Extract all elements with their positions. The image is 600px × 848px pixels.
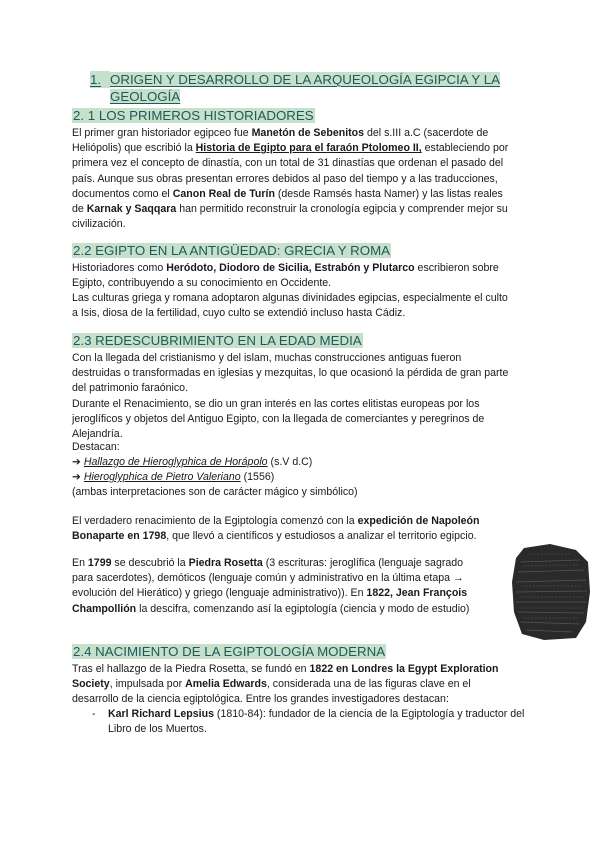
list-item-lepsius: Karl Richard Lepsius (1810-84): fundador de la ciencia de la Egiptología y traductor del Libro de los Muertos. bbox=[108, 708, 525, 736]
list-item: ➔ Hieroglyphica de Pietro Valeriano (1556) bbox=[72, 471, 275, 483]
list-item: ➔ Hallazgo de Hieroglyphica de Horápolo (s.V d.C) bbox=[72, 456, 313, 468]
main-title-text: ORIGEN Y DESARROLLO DE LA ARQUEOLOGÍA EGIPCIA Y LA GEOLOGÍA bbox=[110, 72, 500, 104]
paragraph-napoleon: El verdadero renacimiento de la Egiptología comenzó con la expedición de Napoleón Bonaparte en 1798, que llevó a científicos y estudiosos a analizar el territorio egipcio. bbox=[72, 515, 480, 543]
heading-2-4: 2.4 NACIMIENTO DE LA EGIPTOLOGÍA MODERNA bbox=[73, 644, 386, 659]
heading-2-3: 2.3 REDESCUBRIMIENTO EN LA EDAD MEDIA bbox=[73, 333, 362, 348]
destacan-label: Destacan: bbox=[72, 441, 120, 453]
paragraph-2-4: Tras el hallazgo de la Piedra Rosetta, se fundó en 1822 en Londres la Egypt Exploration Society, impulsada por Amelia Edwards, considerada una de las figuras clave en el desarrollo de la ciencia egiptológica. Entre los grandes investigadores destacan: bbox=[72, 663, 499, 706]
paragraph-rosetta: En 1799 se descubrió la Piedra Rosetta (3 escrituras: jeroglífica (lenguaje sagrado para sacerdotes), demóticos (lenguaje común y administrativo en la última etapa → evolución del Hierático) y griego (lenguaje administrativo)). En 1822, Jean François Champollión la descifra, comenzando así la egiptología (ciencia y modo de estudio) bbox=[72, 557, 470, 615]
note-text: (ambas interpretaciones son de carácter mágico y simbólico) bbox=[72, 486, 358, 498]
paragraph-2-1: El primer gran historiador egipceo fue Manetón de Sebenitos del s.III a.C (sacerdote de Heliópolis) que escribió la Historia de Egipto para el faraón Ptolomeo II, estableciendo por primera vez el concepto de dinastía, con un total de 31 dinastías que ordenan el pasado del país. Aunque sus obras presentan errores debidos al paso del tiempo y a las traducciones, documentos como el Canon Real de Turín (desde Ramsés hasta Namer) y las listas reales de Karnak y Saqqara han permitido reconstruir la cronología egipcia y comprender mejor su civilización. bbox=[72, 127, 509, 231]
paragraph-2-3b: Durante el Renacimiento, se dio un gran interés en las cortes elitistas europeas por los jeroglíficos y objetos del Antiguo Egipto, con la llegada de comerciantes y peregrinos de Alejandría. bbox=[72, 398, 485, 441]
paragraph-2-3a: Con la llegada del cristianismo y del islam, muchas construcciones antiguas fueron destruidas o transformadas en iglesias y mezquitas, lo que ocasionó la pérdida de gran parte del patrimonio faraónico. bbox=[72, 352, 509, 395]
main-title-number: 1. bbox=[90, 71, 110, 88]
main-title bbox=[90, 71, 540, 105]
heading-2-2: 2.2 EGIPTO EN LA ANTIGÜEDAD: GRECIA Y ROMA bbox=[73, 243, 391, 258]
list-dash: - bbox=[92, 708, 96, 720]
paragraph-2-2a: Historiadores como Heródoto, Diodoro de Sicilia, Estrabón y Plutarco escribieron sobre Egipto, contribuyendo a su conocimiento en Occidente. bbox=[72, 262, 499, 290]
rosetta-stone-image bbox=[510, 542, 592, 642]
heading-2-1: 2. 1 LOS PRIMEROS HISTORIADORES bbox=[73, 108, 314, 123]
paragraph-2-2b: Las culturas griega y romana adoptaron algunas divinidades egipcias, especialmente el culto a Isis, diosa de la fertilidad, cuyo culto se extendió incluso hasta Cádiz. bbox=[72, 292, 508, 320]
